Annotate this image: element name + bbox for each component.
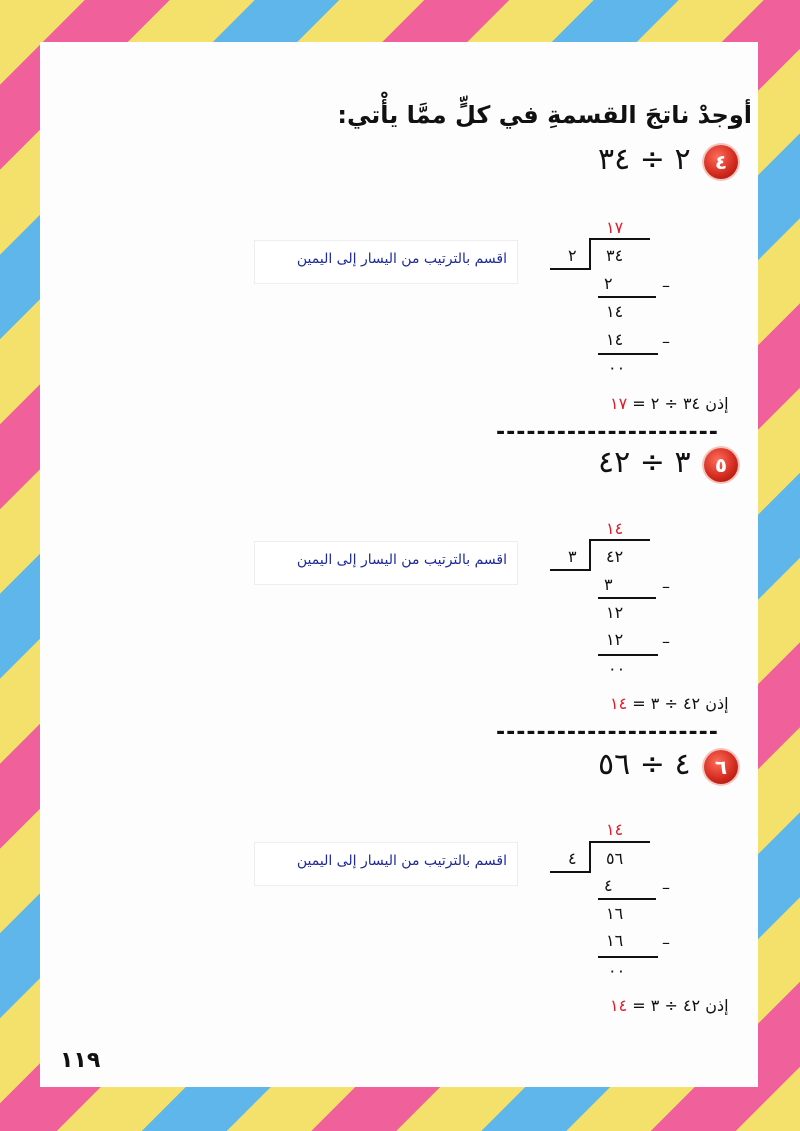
divisor-underline (550, 871, 590, 873)
conclusion (610, 694, 729, 713)
subtraction-line-1 (598, 296, 656, 298)
subtraction-line-2 (598, 956, 658, 958)
conclusion-answer: ١٧ (610, 394, 628, 413)
hint-note (255, 542, 517, 584)
problem-expression: ٤ ÷ ٥٦ (598, 747, 691, 782)
remainder-1: ١٤ (606, 302, 624, 321)
problem-number-badge: ٥ (704, 448, 738, 482)
subtract-1: ٣ (604, 575, 613, 594)
dividend: ٥٦ (606, 849, 624, 868)
conclusion-answer: ١٤ (610, 996, 628, 1015)
divisor: ٢ (568, 246, 577, 265)
problem-expression: ٣ ÷ ٤٢ (598, 445, 691, 480)
hint-note-text: اقسم بالترتيب من اليسار إلى اليمين (296, 251, 507, 267)
minus-sign-2: – (662, 332, 670, 351)
separator-line: ---------------------- (496, 720, 719, 745)
minus-sign-2: – (662, 632, 670, 651)
hint-note-text: اقسم بالترتيب من اليسار إلى اليمين (296, 853, 507, 869)
dividend: ٣٤ (606, 246, 624, 265)
dividend: ٤٢ (606, 547, 624, 566)
conclusion (610, 996, 729, 1015)
quotient: ١٤ (606, 519, 624, 538)
quotient: ١٧ (606, 218, 624, 237)
minus-sign-1: – (662, 577, 670, 596)
conclusion-prefix: إذن ٤٢ ÷ ٣ = (632, 694, 729, 713)
division-bracket (589, 539, 591, 571)
conclusion-answer: ١٤ (610, 694, 628, 713)
page-number: ١١٩ (60, 1048, 101, 1073)
separator-line: ---------------------- (496, 420, 719, 445)
hint-note-text: اقسم بالترتيب من اليسار إلى اليمين (296, 552, 507, 568)
quotient: ١٤ (606, 820, 624, 839)
hint-note (255, 241, 517, 283)
subtraction-line-2 (598, 654, 658, 656)
final-remainder: ٠٠ (608, 659, 626, 678)
conclusion-prefix: إذن ٤٢ ÷ ٣ = (632, 996, 729, 1015)
subtraction-line-1 (598, 597, 656, 599)
division-bracket (589, 238, 591, 270)
final-remainder: ٠٠ (608, 961, 626, 980)
minus-sign-2: – (662, 933, 670, 952)
exercise-heading: أوجدْ ناتجَ القسمةِ في كلٍّ ممَّا يأْتي: (337, 101, 752, 129)
division-bar (590, 841, 650, 843)
divisor-underline (550, 569, 590, 571)
subtraction-line-2 (598, 353, 658, 355)
hint-note (255, 843, 517, 885)
subtract-1: ٢ (604, 274, 613, 293)
remainder-1: ١٢ (606, 603, 624, 622)
problem-number-badge: ٤ (704, 145, 738, 179)
subtract-2: ١٢ (606, 630, 624, 649)
conclusion-prefix: إذن ٣٤ ÷ ٢ = (632, 394, 729, 413)
divisor: ٤ (568, 849, 577, 868)
conclusion (610, 394, 729, 413)
divisor: ٣ (568, 547, 577, 566)
minus-sign-1: – (662, 878, 670, 897)
division-bar (590, 539, 650, 541)
subtract-1: ٤ (604, 876, 613, 895)
problem-expression: ٢ ÷ ٣٤ (598, 142, 691, 177)
problem-number-badge: ٦ (704, 750, 738, 784)
division-bar (590, 238, 650, 240)
subtraction-line-1 (598, 898, 656, 900)
divisor-underline (550, 268, 590, 270)
minus-sign-1: – (662, 276, 670, 295)
final-remainder: ٠٠ (608, 358, 626, 377)
subtract-2: ١٦ (606, 931, 624, 950)
remainder-1: ١٦ (606, 904, 624, 923)
division-bracket (589, 841, 591, 873)
subtract-2: ١٤ (606, 330, 624, 349)
